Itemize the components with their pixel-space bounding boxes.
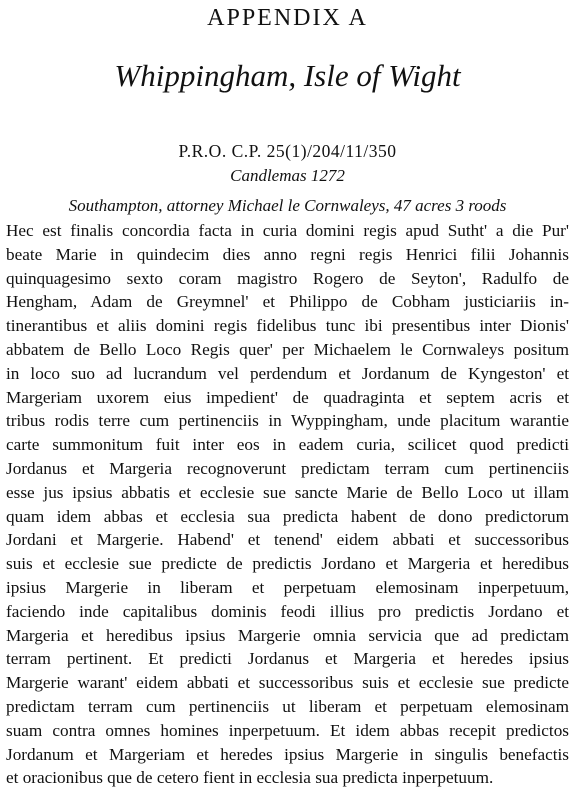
body-line: Margeria et heredibus ipsius Margerie omnia servicia que ad predictam [6, 625, 569, 645]
body-line: esse jus ipsius abbatis et ecclesie sue sancte Marie de Bello Loco ut illam [6, 482, 569, 502]
body-line: beate Marie in quindecim dies anno regni regis Henrici filii Johannis [6, 244, 569, 264]
appendix-heading: APPENDIX A [207, 5, 368, 31]
body-line: quam idem abbas et ecclesia sua predicta habent de dono predictorum [6, 506, 569, 526]
body-line: Jordanum et Margeriam et heredes ipsius Margerie in singulis benefactis [6, 744, 569, 764]
record-summary: Southampton, attorney Michael le Cornwaleys, 47 acres 3 roods [68, 196, 507, 215]
body-line: Hengham, Adam de Greymnel' et Philippo de Cobham justiciariis in- [6, 292, 569, 312]
body-line: predictam terram cum pertinenciis ut liberam et perpetuam elemosinam [6, 696, 569, 716]
body-line: in loco suo ad lucrandum vel perdendum et Jordanum de Kyngeston' et [6, 363, 569, 383]
body-line: quinquagesimo sexto coram magistro Rogero de Seyton', Radulfo de [6, 268, 569, 288]
record-reference: P.R.O. C.P. 25(1)/204/11/350 [178, 141, 397, 161]
body-line: Jordani et Margerie. Habend' et tenend' eidem abbati et successoribus [6, 530, 569, 550]
court-term: Candlemas 1272 [230, 166, 345, 185]
body-line: tribus rodis terre cum pertinenciis in Wyppingham, unde placitum warantie [6, 411, 569, 431]
body-line: Jordanus et Margeria recognoverunt predictam terram cum pertinenciis [6, 458, 569, 478]
body-line: suis et ecclesie sue predicte de predictis Jordano et Margeria et heredibus [6, 554, 569, 574]
body-line: Margerie warant' eidem abbati et successoribus suis et ecclesie sue predicte [6, 673, 569, 693]
body-line: tinerantibus et aliis domini regis fidelibus tunc ibi presentibus inter Dionis' [6, 316, 569, 336]
body-line: faciendo inde capitalibus dominis feodi illius pro predictis Jordano et [6, 601, 569, 621]
body-line: et oracionibus que de cetero fient in ecclesia sua predicta inperpetuum. [6, 768, 494, 788]
body-line: carte summonitum fuit inter eos in eadem curia, scilicet quod predicti [6, 435, 569, 455]
body-line: abbatem de Bello Loco Regis quer' per Michaelem le Cornwaleys positum [6, 339, 569, 359]
body-line: ipsius Margerie in liberam et perpetuam elemosinam inperpetuum, [6, 577, 569, 597]
body-line: Hec est finalis concordia facta in curia domini regis apud Sutht' a die Pur' [6, 221, 569, 240]
body-line: terram pertinent. Et predicti Jordanus et Margeria et heredes ipsius [6, 649, 569, 669]
document-body [6, 219, 569, 790]
page-title: Whippingham, Isle of Wight [114, 58, 461, 93]
body-line: Margeriam uxorem eius impedient' de quadraginta et septem acris et [6, 387, 569, 407]
body-line: suam contra omnes homines inperpetuum. Et idem abbas recepit predictos [6, 720, 569, 740]
